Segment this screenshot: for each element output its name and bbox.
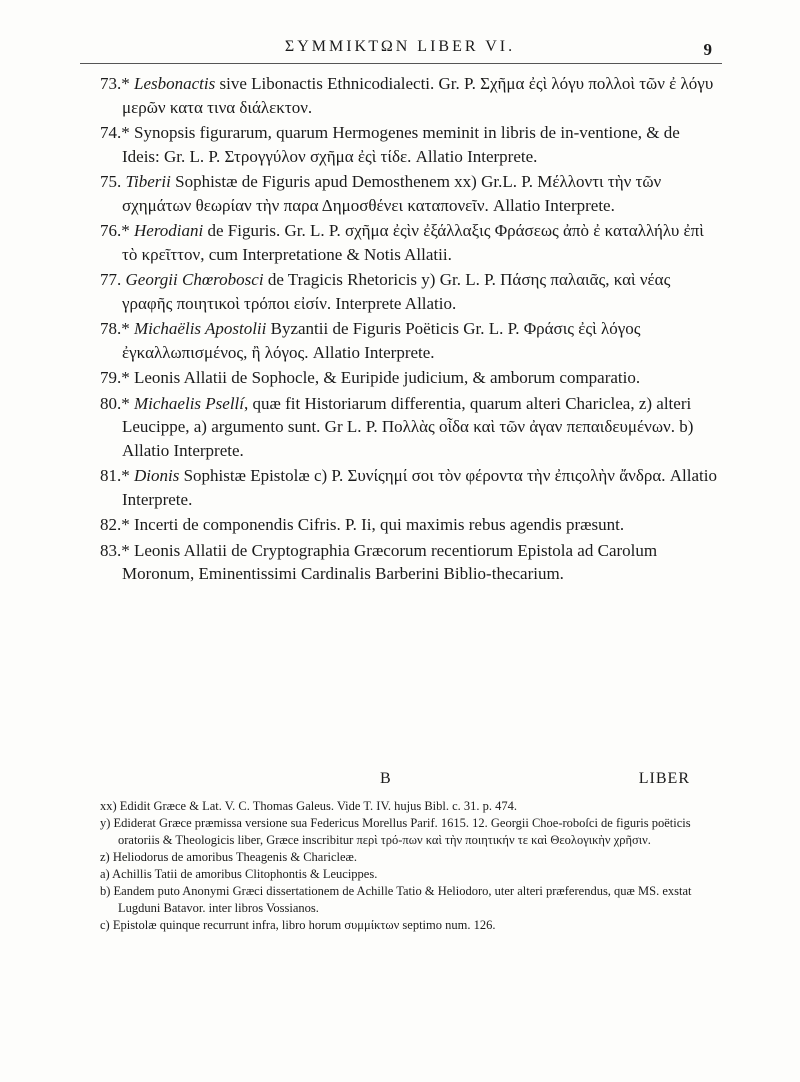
entry [100, 317, 720, 364]
entry [100, 539, 720, 586]
footnote: z) Heliodorus de amoribus Theagenis & Charicleæ. [100, 850, 357, 864]
footnote: b) Eandem puto Anonymi Græci dissertationem de Achille Tatio & Heliodoro, uter alteri præferendus, quæ MS. exstat Lugduni Batavor. inter libros Vossianos. [100, 884, 692, 915]
entry-text: Incerti de componendis Cifris. P. Ii, qui maximis rebus agendis præsunt. [134, 515, 625, 534]
entry [100, 366, 720, 390]
entry-number: 80.* [100, 393, 130, 413]
entry-text: Sophistæ de Figuris apud Demosthenem xx) Gr.L. P. Μέλλοντι τὴν τῶν σχημάτων θεωρίαν τὴν παρα Δημοσθένει καταπονεῖν. Allatio Interprete. [122, 172, 662, 215]
entry-text: Leonis Allatii de Cryptographia Græcorum recentiorum Epistola ad Carolum Moronum, Eminentissimi Cardinalis Barberini Biblio-thecarium. [122, 540, 658, 583]
entry-number: 76.* [100, 221, 130, 240]
entry [100, 170, 720, 217]
entry [100, 219, 720, 266]
entry [100, 464, 720, 511]
entry-title: Dionis [134, 466, 180, 485]
footnote: y) Ediderat Græce præmissa versione sua Federicus Morellus Parif. 1615. 12. Georgii Choe-roboſci de figuris poëticis oratoriis & Theologicis liber, Græce inscribitur περὶ τρό-πων καὶ τὴν ποιητικήν τε καὶ Θεολογικὴν χρῆσιν. [100, 816, 691, 847]
footnote: a) Achillis Tatii de amoribus Clitophontis & Leucippes. [100, 867, 378, 881]
catchword: LIBER [638, 770, 690, 787]
entry-text: de Figuris. Gr. L. P. σχῆμα ἐςὶν ἐξάλλαξις Φράσεως ἀπὸ ἐ καταλλήλυ ἐπὶ τὸ κρεῖττον, cum Interpretatione & Notis Allatii. [122, 221, 704, 264]
entry-number: 82.* [100, 515, 130, 534]
entry-text: Synopsis figurarum, quarum Hermogenes meminit in libris de in-ventione, & de Ideis: Gr. L. P. Στρογγύλον σχῆμα ἐςὶ τίδε. Allatio Interprete. [122, 123, 680, 166]
footnote: c) Epistolæ quinque recurrunt infra, libro horum συμμίκτων septimo num. 126. [100, 918, 496, 932]
header-rule [80, 63, 722, 64]
entry-title: Michaelis Psellí [134, 393, 245, 413]
entry-title: Herodiani [134, 221, 204, 240]
entry-text: sive Libonactis Ethnicodialecti. Gr. P. Σχῆμα ἐςὶ λόγυ πολλοὶ τῶν ἐ λόγυ μερῶν κατα τινα διάλεκτον. [122, 74, 714, 117]
entry [100, 268, 720, 315]
entry-number: 79.* [100, 368, 130, 387]
entry-number: 75. [100, 172, 122, 191]
entry [100, 513, 720, 537]
entry [100, 121, 720, 168]
running-head: ΣΥΜΜΙΚΤΩΝ LIBER VI. [284, 38, 516, 55]
entry-title: Michaëlis Apostolii [134, 319, 267, 338]
entry-title: Georgii Chœrobosci [125, 270, 264, 289]
entry-number: 74.* [100, 123, 130, 142]
footnotes [100, 798, 725, 934]
page-number: 9 [703, 40, 712, 59]
entry-title: Lesbonactis [134, 74, 216, 93]
entry-number: 83.* [100, 540, 130, 560]
entry-title: Tiberii [125, 172, 171, 191]
entry-number: 73.* [100, 74, 130, 93]
footnote: xx) Edidit Græce & Lat. V. C. Thomas Galeus. Vide T. IV. hujus Bibl. c. 31. p. 474. [100, 799, 518, 813]
entry-text: Byzantii de Figuris Poëticis Gr. L. P. Φράσις ἐςὶ λόγος ἐγκαλλωπισμένος, ἢ λόγος. Allatio Interprete. [122, 319, 641, 362]
signature-mark: B [380, 770, 391, 787]
entry-number: 78.* [100, 319, 130, 338]
entry-text: Leonis Allatii de Sophocle, & Euripide judicium, & amborum comparatio. [134, 368, 641, 387]
entry-number: 77. [100, 270, 122, 289]
entry-text: , quæ fit Historiarum differentia, quarum alteri Chariclea, z) alteri Leucippe, a) argumento sunt. Gr L. P. Πολλὰς οἶδα καὶ τῶν ἀγαν πεπαιδευμένων. b) Allatio Interprete. [122, 393, 694, 460]
entry-text: Sophistæ Epistolæ c) P. Συνίςημί σοι τὸν φέροντα τὴν ἐπιςολὴν ἄνδρα. Allatio Interprete. [122, 466, 717, 509]
entry [100, 392, 720, 463]
entry [100, 72, 720, 119]
entry-list [100, 72, 720, 588]
entry-number: 81.* [100, 466, 130, 485]
entry-text: de Tragicis Rhetoricis y) Gr. L. P. Πάσης παλαιᾶς, καὶ νέας γραφῆς ποιητικοὶ τρόποι εἰσίν. Interprete Allatio. [122, 270, 671, 313]
